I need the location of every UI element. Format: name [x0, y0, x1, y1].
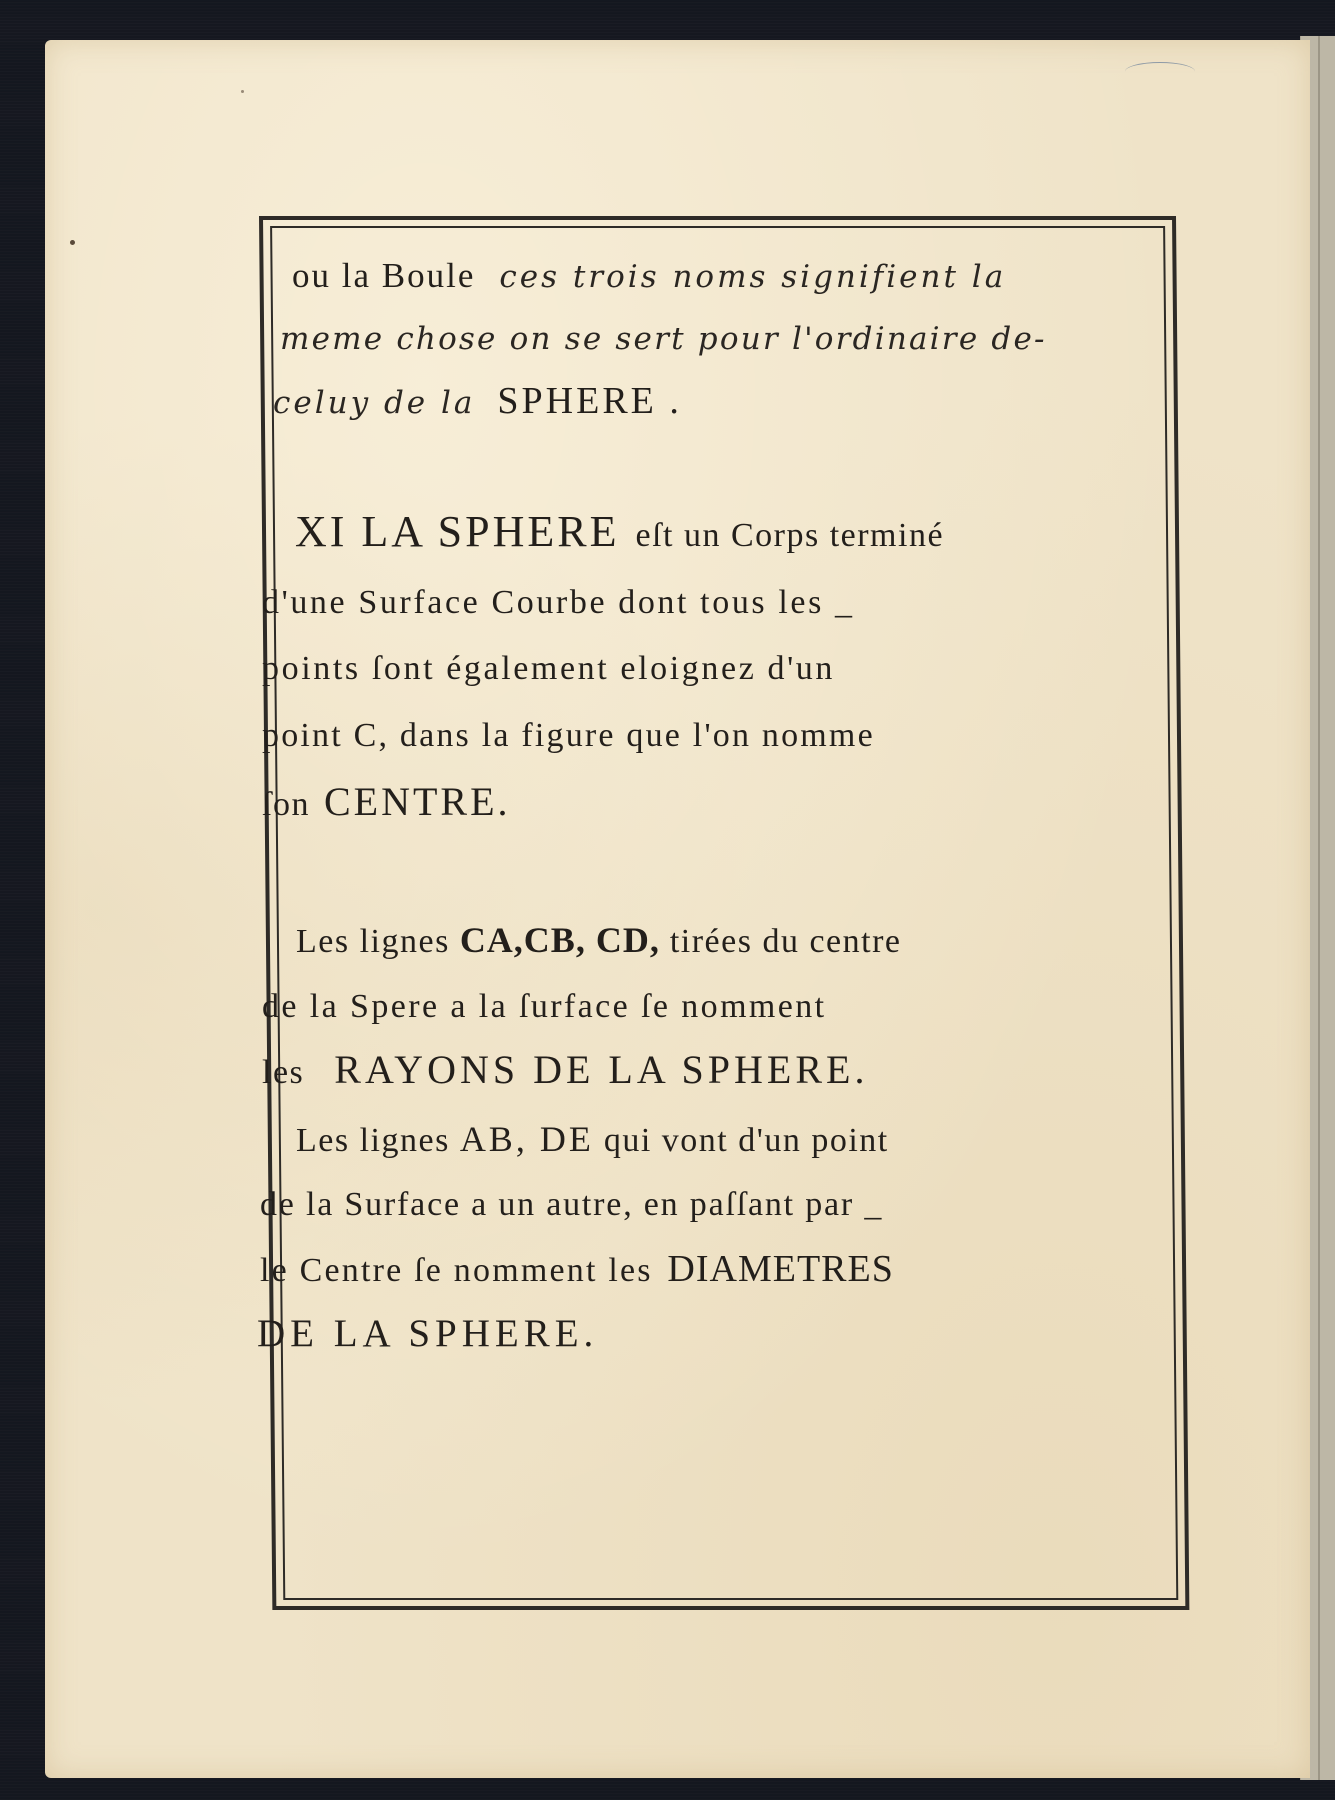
text-body: de la Surface a un autre, en paſſant par _: [260, 1186, 884, 1223]
text-body: de la Spere a la ſurface ſe nomment: [262, 988, 827, 1025]
page-border-frame: [259, 216, 1189, 1610]
text-caps: DIAMETRES: [667, 1248, 894, 1290]
ink-spot: [70, 240, 75, 245]
text-body: tirées du centre: [669, 923, 902, 960]
manuscript-page: [45, 40, 1310, 1778]
text-line: [257, 1314, 598, 1353]
text-line: [262, 990, 827, 1024]
stray-fiber: [1125, 62, 1195, 81]
text-line: [260, 1188, 883, 1222]
text-body: points ſont également eloignez d'un: [262, 650, 836, 687]
text-cursive: celuy de la: [273, 385, 476, 421]
text-body: Les lignes: [296, 923, 450, 960]
text-body: qui vont d'un point: [603, 1122, 889, 1159]
text-upright: ou la Boule: [292, 256, 476, 295]
text-line: [296, 922, 902, 959]
text-line: [262, 586, 855, 620]
text-line: [280, 322, 1047, 356]
text-caps: SPHERE .: [497, 380, 682, 422]
text-cursive: ces trois noms signifient la: [499, 259, 1007, 295]
text-line: [262, 719, 875, 753]
page-border-inner-rule: [270, 226, 1178, 1600]
text-caps: DE LA SPHERE.: [257, 1312, 599, 1355]
text-body: d'une Surface Courbe dont tous les _: [262, 584, 855, 621]
text-line: [296, 1121, 889, 1158]
text-body: Les lignes: [296, 1122, 450, 1159]
text-line: [262, 1047, 869, 1092]
text-caps: RAYONS DE LA SPHERE.: [334, 1047, 869, 1092]
text-caps: CA,CB, CD,: [459, 920, 660, 960]
text-line: [273, 382, 682, 420]
text-line: [262, 779, 511, 824]
text-caps: AB, DE: [459, 1119, 594, 1159]
text-body: eſt un Corps terminé: [635, 517, 945, 554]
text-body: le Centre ſe nomment les: [260, 1252, 653, 1289]
text-line: [295, 507, 945, 556]
text-body: les: [262, 1054, 305, 1091]
text-line: [292, 258, 1006, 294]
text-body: ſon: [262, 786, 310, 823]
section-heading: XI LA SPHERE: [295, 507, 620, 556]
text-line: [262, 652, 835, 686]
text-caps: CENTRE.: [323, 779, 511, 824]
ink-spot: [241, 90, 244, 93]
text-body: point C, dans la figure que l'on nomme: [262, 717, 875, 754]
text-cursive: meme chose on se sert pour l'ordinaire de-: [280, 321, 1047, 357]
text-line: [260, 1250, 894, 1288]
